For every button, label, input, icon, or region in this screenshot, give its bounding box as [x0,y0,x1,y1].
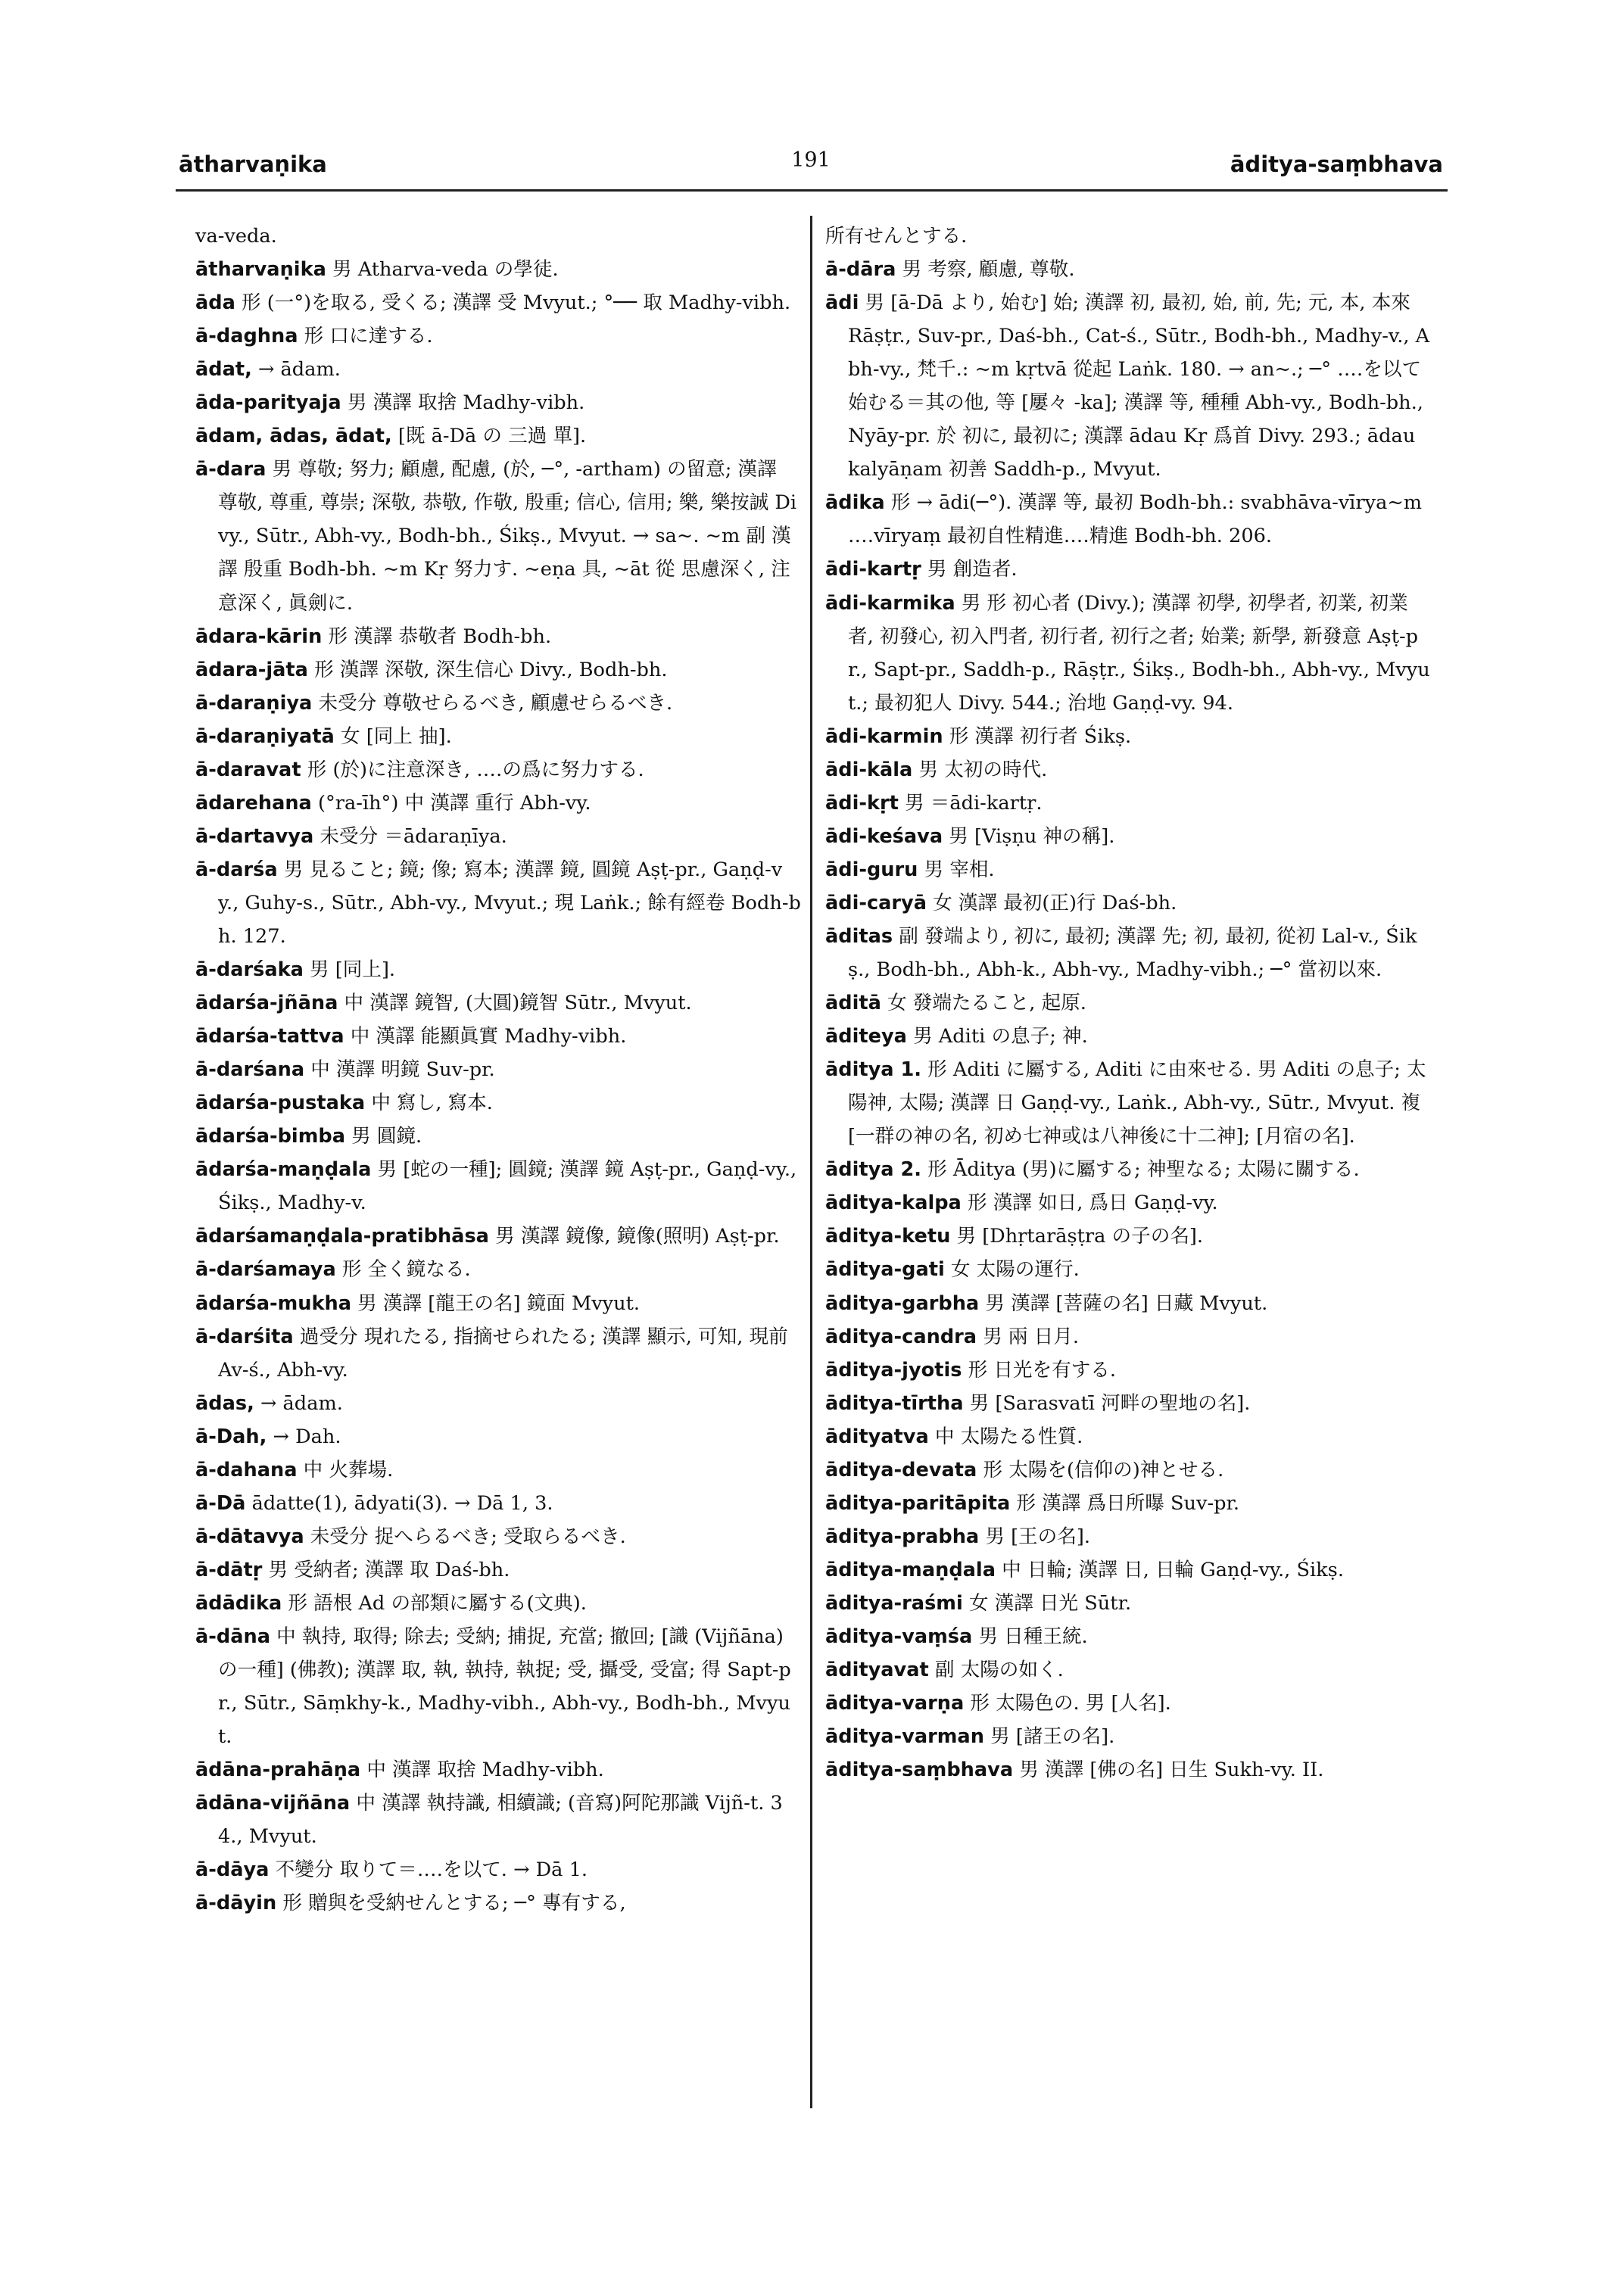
dictionary-entry [825,920,1431,986]
entry-headword: ā-dara [195,458,267,481]
entry-headword: ādi [825,291,859,315]
entry-headword: ādarśa-jñāna [195,992,338,1015]
dictionary-entry [195,1320,801,1387]
entry-definition: 男 [諸王の名]. [990,1725,1115,1749]
entry-definition: 男 漢譯 [龍王の名] 鏡面 Mvyut. [357,1291,641,1315]
entry-headword: ādi-karmika [825,591,955,615]
dictionary-entry [195,1487,801,1520]
entry-headword: ādarśamaṇḍala-pratibhāsa [195,1225,489,1248]
dictionary-entry [825,720,1431,753]
dictionary-entry [195,1453,801,1487]
entry-headword: ādarśa-mukha [195,1291,352,1315]
entry-definition: 形 → ādi(─°). 漢譯 等, 最初 Bodh-bh.: svabhāva-vīrya~m ‥‥vīryaṃ 最初自性精進‥‥精進 Bodh-bh. 206. [848,491,1423,548]
entry-headword: ā-dartavya [195,824,314,848]
dictionary-entry [825,1653,1431,1687]
dictionary-entry [825,253,1431,286]
entry-definition: 形 Aditi に屬する, Aditi に由來せる. 男 Aditi の息子; 太陽神, 太陽; 漢譯 日 Gaṇḍ-vy., Laṅk., Abh-vy., Sūtr., Mvyut. 複 [一群の神の名, 初め七神或は八神後に十二神]; [月宿の名]. [848,1058,1426,1148]
dictionary-entry [825,1186,1431,1220]
dictionary-entry [195,787,801,820]
entry-headword: ādika [825,491,885,515]
dictionary-entry [195,820,801,853]
dictionary-entry [195,286,801,319]
entry-definition: 中 漢譯 能顯眞實 Madhy-vibh. [350,1025,627,1048]
entry-definition: (°ra-īh°) 中 漢譯 重行 Abh-vy. [317,791,591,815]
entry-definition: 未受分 捉へらるべき; 受取らるべき. [310,1525,626,1548]
entry-definition: 男 Aditi の息子; 神. [913,1025,1088,1048]
dictionary-entry [825,1320,1431,1354]
entry-headword: ādarśa-tattva [195,1025,344,1048]
entry-definition: 未受分 ＝ādaraṇīya. [320,824,507,848]
dictionary-entry [195,1220,801,1253]
dictionary-entry [825,986,1431,1020]
dictionary-entry [825,1487,1431,1520]
entry-headword: ā-darśita [195,1325,294,1348]
dictionary-entry [195,1253,801,1286]
entry-headword: ātharvaṇika [195,258,326,282]
entry-definition: 男 ＝ādi-kartṛ. [905,791,1043,815]
dictionary-entry [195,1420,801,1453]
entry-definition: 男 [蛇の一種]; 圓鏡; 漢譯 鏡 Aṣṭ-pr., Gaṇḍ-vy., Śikṣ., Madhy-v. [218,1158,797,1215]
entry-definition: 中 漢譯 取捨 Madhy-vibh. [366,1759,604,1782]
entry-headword: ā-dahana [195,1458,298,1481]
entry-headword: ādi-kartṛ [825,558,921,581]
dictionary-entry [825,1453,1431,1487]
entry-definition: 形 漢譯 如日, 爲日 Gaṇḍ-vy. [967,1192,1218,1215]
running-head-right: āditya-saṃbhava [1230,151,1443,177]
running-head [179,148,1443,189]
dictionary-entry [195,1787,801,1853]
entry-headword: ādarśa-bimba [195,1125,345,1148]
entry-definition: 中 執持, 取得; 除去; 受納; 捕捉, 充當; 撤回; [識 (Vijñāna) の一種] (佛教); 漢譯 取, 執, 執持, 執捉; 受, 攝受, 受富; 得 Sapt-pr., Sūtr., Sāṃkhy-k., Madhy-vibh., Abh-vy., Bodh-bh., Mvyut. [218,1625,791,1749]
entry-headword: ādi-caryā [825,891,927,914]
dictionary-entry [195,1520,801,1553]
entry-definition: 形 全く鏡なる. [341,1258,471,1282]
entry-definition: 所有せんとする. [825,225,968,248]
entry-headword: ādāna-vijñāna [195,1792,351,1815]
dictionary-entry [195,1020,801,1053]
entry-definition: 中 寫し, 寫本. [371,1092,493,1115]
entry-headword: ādāna-prahāṇa [195,1759,361,1782]
entry-headword: ādarśa-pustaka [195,1092,366,1115]
entry-headword: āditas [825,924,893,948]
dictionary-entry [195,386,801,419]
entry-headword: āditya-garbha [825,1291,980,1315]
entry-definition: 男 創造者. [927,558,1018,581]
right-column [825,220,1431,1787]
entry-definition: 男 漢譯 [菩薩の名] 日藏 Mvyut. [985,1291,1268,1315]
entry-definition: 男 漢譯 取捨 Madhy-vibh. [347,391,585,415]
entry-definition: 女 [同上 抽]. [340,724,452,748]
entry-headword: ādityavat [825,1659,929,1682]
entry-definition: 形 口に達する. [304,325,433,348]
entry-headword: āditya 2. [825,1158,921,1182]
dictionary-entry [195,319,801,353]
entry-headword: āditya-jyotis [825,1358,962,1382]
dictionary-entry [195,220,801,253]
entry-definition: → Dah. [273,1425,341,1448]
entry-headword: ādara-kārin [195,625,323,648]
entry-definition: 形 漢譯 恭敬者 Bodh-bh. [328,625,552,648]
dictionary-entry [825,286,1431,486]
entry-definition: [既 ā-Dā の 三過 單]. [397,425,587,448]
dictionary-entry [825,486,1431,553]
entry-definition: 男 兩 日月. [983,1325,1079,1348]
entry-headword: ā-daraṇiyatā [195,724,335,748]
entry-headword: āditya-maṇḍala [825,1558,996,1581]
entry-headword: ā-dātavya [195,1525,304,1548]
dictionary-entry [825,1253,1431,1286]
entry-headword: āditya-ketu [825,1225,951,1248]
entry-headword: ādarśa-maṇḍala [195,1158,372,1182]
dictionary-entry [825,1020,1431,1053]
dictionary-entry [825,886,1431,920]
dictionary-entry [825,1620,1431,1653]
entry-definition: 男 Atharva-veda の學徒. [332,258,559,282]
dictionary-entry [195,953,801,986]
entry-definition: 女 漢譯 最初(正)行 Daś-bh. [933,891,1177,914]
entry-headword: ā-darśa [195,858,278,881]
dictionary-entry [195,687,801,720]
entry-definition: 中 漢譯 執持識, 相續識; (音寫)阿陀那識 Vijñ-t. 34., Mvyut. [218,1792,783,1849]
entry-headword: ādādika [195,1591,282,1615]
entry-definition: 男 [同上]. [310,958,396,982]
entry-headword: ā-daghna [195,325,298,348]
dictionary-entry [195,419,801,453]
dictionary-entry [825,587,1431,720]
entry-definition: 形 Āditya (男)に屬する; 神聖なる; 太陽に關する. [927,1158,1360,1182]
entry-headword: āditya-prabha [825,1525,980,1548]
entry-definition: 過受分 現れたる, 指摘せられたる; 漢譯 顯示, 可知, 現前 Av-ś., Abh-vy. [218,1325,788,1382]
column-divider [810,216,812,2108]
entry-headword: ā-Dā [195,1491,246,1515]
entry-definition: 男 形 初心者 (Divy.); 漢譯 初學, 初學者, 初業, 初業者, 初發心, 初入門者, 初行者, 初行之者; 始業; 新學, 新發意 Aṣṭ-pr., Sapt-pr., Saddh-p., Rāṣṭr., Śikṣ., Bodh-bh., Abh-vy., Mvyut.; 最初犯人 Divy. 544.; 治地 Gaṇḍ-vy. 94. [848,591,1430,715]
dictionary-entry [825,1053,1431,1153]
dictionary-entry [195,653,801,687]
entry-definition: 男 宰相. [924,858,995,881]
entry-headword: ādi-keśava [825,824,943,848]
entry-definition: 形 贈與を受納せんとする; ─° 專有する, [282,1892,626,1915]
entry-definition: 中 漢譯 鏡智, (大圓)鏡智 Sūtr., Mvyut. [344,992,692,1015]
dictionary-entry [825,753,1431,787]
entry-definition: 男 漢譯 [佛の名] 日生 Sukh-vy. II. [1019,1759,1324,1782]
entry-headword: āditya-raśmi [825,1591,963,1615]
entry-headword: āditya-varṇa [825,1692,965,1715]
dictionary-entry [195,1053,801,1086]
entry-headword: āditya-gati [825,1258,945,1282]
entry-definition: 男 太初の時代. [918,758,1048,781]
dictionary-entry [195,1886,801,1920]
dictionary-entry [825,853,1431,886]
entry-definition: → ādam. [260,1391,343,1415]
dictionary-entry [825,1720,1431,1753]
dictionary-entry [195,453,801,619]
entry-definition: 中 火葬場. [303,1458,394,1481]
dictionary-entry [195,1153,801,1220]
entry-definition: 副 發端より, 初に, 最初; 漢譯 先; 初, 最初, 從初 Lal-v., Śikṣ., Bodh-bh., Abh-k., Abh-vy., Madhy-vibh.; ─° 當初以來. [848,924,1417,982]
dictionary-entry [825,1553,1431,1587]
entry-definition: 中 太陽たる性質. [934,1425,1083,1448]
dictionary-entry [825,1420,1431,1453]
entry-headword: ā-dātṛ [195,1558,263,1581]
dictionary-entry [195,1553,801,1587]
dictionary-entry [195,986,801,1020]
dictionary-entry [825,1687,1431,1720]
dictionary-entry [825,1520,1431,1553]
entry-definition: 形 漢譯 初行者 Śikṣ. [949,724,1132,748]
running-head-left: ātharvaṇika [179,151,327,177]
entry-definition: 男 [Dhṛtarāṣṭra の子の名]. [956,1225,1204,1248]
entry-headword: ā-darśamaya [195,1258,336,1282]
entry-headword: ā-daraṇiya [195,691,313,715]
dictionary-entry [825,1354,1431,1387]
dictionary-entry [825,1753,1431,1787]
dictionary-entry [195,1620,801,1753]
dictionary-entry [195,353,801,386]
entry-headword: ā-dāyin [195,1892,277,1915]
left-column [195,220,801,1920]
entry-definition: 男 日種王統. [978,1625,1088,1648]
entry-headword: āditeya [825,1025,907,1048]
entry-headword: ā-Dah, [195,1425,267,1448]
entry-headword: ādara-jāta [195,658,308,681]
entry-definition: 形 漢譯 爲日所曝 Suv-pr. [1016,1491,1240,1515]
dictionary-entry [825,787,1431,820]
entry-headword: āditā [825,992,881,1015]
dictionary-entry [195,620,801,653]
entry-headword: āditya-paritāpita [825,1491,1011,1515]
entry-definition: 女 太陽の運行. [950,1258,1080,1282]
entry-definition: 形 漢譯 深敬, 深生信心 Divy., Bodh-bh. [314,658,668,681]
dictionary-entry [195,753,801,787]
entry-headword: ā-dāna [195,1625,270,1648]
entry-headword: ādarehana [195,791,312,815]
entry-headword: ādi-kāla [825,758,913,781]
dictionary-entry [195,1853,801,1886]
dictionary-entry [825,1587,1431,1620]
entry-headword: āditya-saṃbhava [825,1759,1014,1782]
entry-headword: ādas, [195,1391,254,1415]
entry-headword: ā-dāra [825,258,896,282]
entry-headword: ādi-karmin [825,724,943,748]
entry-definition: 中 漢譯 明鏡 Suv-pr. [310,1058,495,1082]
entry-definition: 男 考察, 顧慮, 尊敬. [902,258,1075,282]
entry-headword: ādi-kṛt [825,791,899,815]
dictionary-entry [195,1287,801,1320]
entry-headword: ā-dāya [195,1858,270,1882]
entry-definition: 形 (於)に注意深き, ‥‥の爲に努力する. [307,758,644,781]
entry-headword: āditya 1. [825,1058,921,1082]
entry-headword: āditya-varman [825,1725,984,1749]
entry-definition: 未受分 尊敬せらるべき, 顧慮せらるべき. [318,691,673,715]
entry-headword: āditya-tīrtha [825,1391,964,1415]
entry-definition: 形 語根 Ad の部類に屬する(文典). [288,1591,587,1615]
dictionary-entry [825,1220,1431,1253]
entry-definition: 男 受納者; 漢譯 取 Daś-bh. [268,1558,510,1581]
dictionary-entry [825,220,1431,253]
entry-definition: 形 日光を有する. [968,1358,1117,1382]
entry-headword: āditya-vaṃśa [825,1625,973,1648]
entry-headword: ādi-guru [825,858,918,881]
entry-definition: 形 (一°)を取る, 受くる; 漢譯 受 Mvyut.; °── 取 Madhy-vibh. [242,291,791,315]
entry-definition: 女 漢譯 日光 Sūtr. [968,1591,1132,1615]
dictionary-entry [825,820,1431,853]
entry-definition: 男 [Sarasvatī 河畔の聖地の名]. [969,1391,1251,1415]
header-rule [176,189,1448,192]
entry-definition: 男 [ā-Dā より, 始む] 始; 漢譯 初, 最初, 始, 前, 先; 元, 本, 本來 Rāṣṭr., Suv-pr., Daś-bh., Cat-ś., Sūtr., Bodh-bh., Madhy-v., Abh-vy., 梵千.: ~m kṛtvā 從起 Laṅk. 180. → an~.; ─° ‥‥を以て始むる＝其の他, 等 [屢々 -ka]; 漢譯 等, 種種 Abh-vy., Bodh-bh., Nyāy-pr. 於 初に, 最初に; 漢譯 ādau Kṛ 爲首 Divy. 293.; ādau kalyāṇam 初善 Saddh-p., Mvyut. [848,291,1430,481]
entry-headword: ādam, ādas, ādat, [195,425,392,448]
entry-definition: 形 太陽色の. 男 [人名]. [970,1692,1171,1715]
dictionary-entry [195,1086,801,1120]
entry-definition: 男 尊敬; 努力; 顧慮, 配慮, (於, ─°, -artham) の留意; 漢譯 尊敬, 尊重, 尊崇; 深敬, 恭敬, 作敬, 殷重; 信心, 信用; 樂, 樂按誠 Divy., Sūtr., Abh-vy., Bodh-bh., Śikṣ., Mvyut. → sa~. ~m 副 漢譯 殷重 Bodh-bh. ~m Kṛ 努力す. ~eṇa 具, ~āt 從 思慮深く, 注意深く, 眞劍に. [218,458,797,615]
dictionary-entry [825,1153,1431,1186]
entry-definition: 女 發端たること, 起原. [887,992,1086,1015]
dictionary-entry [195,853,801,953]
entry-headword: ādat, [195,358,252,382]
dictionary-entry [825,1287,1431,1320]
entry-definition: 副 太陽の如く. [934,1659,1064,1682]
entry-definition: → ādam. [257,358,341,382]
entry-headword: āditya-devata [825,1458,977,1481]
entry-headword: āditya-kalpa [825,1192,962,1215]
entry-definition: 男 [Viṣṇu 神の稱]. [949,824,1115,848]
entry-definition: va-veda. [195,225,277,248]
dictionary-entry [195,253,801,286]
dictionary-entry [195,1387,801,1420]
page-number: 191 [791,148,831,172]
dictionary-entry [195,1753,801,1787]
entry-headword: ā-darśana [195,1058,305,1082]
dictionary-entry [825,553,1431,586]
entry-definition: ādatte(1), ādyati(3). → Dā 1, 3. [251,1491,553,1515]
dictionary-entry [195,1587,801,1620]
entry-definition: 男 漢譯 鏡像, 鏡像(照明) Aṣṭ-pr. [495,1225,780,1248]
dictionary-entry [195,1120,801,1153]
dictionary-entry [825,1387,1431,1420]
entry-headword: āda [195,291,235,315]
entry-headword: āda-parityaja [195,391,341,415]
entry-definition: 男 [王の名]. [985,1525,1090,1548]
entry-definition: 形 太陽を(信仰の)神とせる. [983,1458,1224,1481]
entry-definition: 中 日輪; 漢譯 日, 日輪 Gaṇḍ-vy., Śikṣ. [1002,1558,1344,1581]
entry-headword: ā-daravat [195,758,301,781]
entry-definition: 不變分 取りて＝‥‥を以て. → Dā 1. [275,1858,588,1882]
dictionary-entry [195,720,801,753]
entry-headword: ādityatva [825,1425,929,1448]
entry-headword: ā-darśaka [195,958,304,982]
entry-definition: 男 見ること; 鏡; 像; 寫本; 漢譯 鏡, 圓鏡 Aṣṭ-pr., Gaṇḍ-vy., Guhy-s., Sūtr., Abh-vy., Mvyut.; 現 Laṅk.; 餘有經卷 Bodh-bh. 127. [218,858,801,948]
entry-definition: 男 圓鏡. [351,1125,422,1148]
entry-headword: āditya-candra [825,1325,977,1348]
